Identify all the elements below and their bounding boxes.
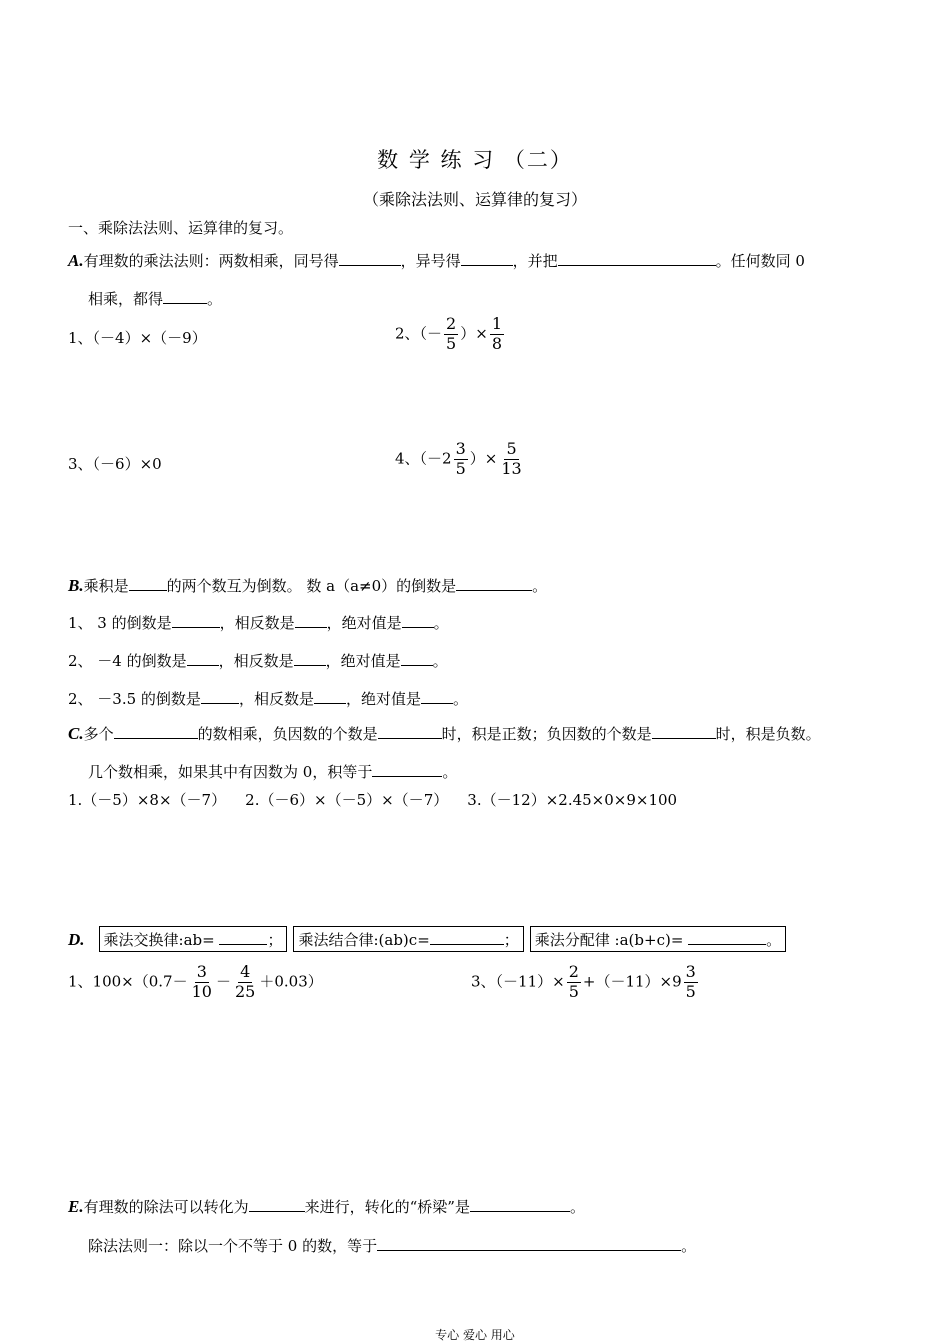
problem-a3: 3、（－6）×0 (68, 455, 162, 473)
d1-pre: 1、100×（0.7－ (68, 972, 188, 991)
blank[interactable] (314, 689, 346, 704)
page-footer: 专心 爱心 用心 (435, 1328, 515, 1342)
e-text3: 。 (569, 1198, 585, 1216)
numerator: 4 (240, 962, 251, 981)
b3-absolute: ，绝对值是 (345, 690, 421, 708)
blank[interactable] (187, 651, 219, 666)
blank[interactable] (688, 930, 766, 945)
blank[interactable] (172, 613, 220, 628)
box3-text: 乘法分配律 :a(b+c)= (534, 931, 689, 949)
e-text1: 有理数的除法可以转化为 (83, 1198, 249, 1216)
section-c-letter: C. (68, 724, 84, 743)
blank[interactable] (219, 930, 267, 945)
section-c-line2 (88, 762, 457, 780)
b3-pre: 2、 －3.5 的倒数是 (68, 690, 201, 708)
part1-heading: 一、乘除法法则、运算律的复习。 (68, 219, 294, 237)
blank[interactable] (401, 651, 433, 666)
section-e-line1 (68, 1197, 585, 1215)
numerator: 2 (568, 962, 579, 981)
a-text6: 。 (207, 290, 223, 308)
denominator: 25 (234, 981, 256, 1001)
c-text4: 时，积是负数。 (715, 725, 821, 743)
question-b2 (68, 651, 448, 669)
blank[interactable] (201, 689, 239, 704)
blank[interactable] (114, 724, 198, 739)
b-text3: 。 (532, 577, 548, 595)
a4-pre: 4、（－2 (395, 449, 452, 468)
box1-text: 乘法交换律:ab= (103, 931, 220, 949)
blank[interactable] (372, 762, 442, 777)
numerator: 1 (491, 314, 502, 333)
section-d-dot: . (80, 930, 85, 949)
fraction (684, 964, 698, 1001)
a2-mid: ）× (460, 324, 488, 343)
c-text2: 的数相乘，负因数的个数是 (197, 725, 378, 743)
denominator: 5 (446, 333, 457, 353)
blank[interactable] (378, 724, 442, 739)
blank[interactable] (421, 689, 453, 704)
box2-end: ； (503, 931, 519, 949)
denominator: 10 (191, 981, 212, 1001)
fraction (190, 964, 214, 1001)
box3-end: 。 (766, 931, 782, 949)
blank[interactable] (470, 1197, 570, 1212)
blank[interactable] (430, 930, 504, 945)
b2-pre: 2、 －4 的倒数是 (68, 652, 187, 670)
a-text1: 有理数的乘法法则：两数相乘，同号得 (83, 252, 339, 270)
numerator: 2 (446, 314, 457, 333)
blank[interactable] (456, 576, 532, 591)
section-a-line1 (68, 251, 805, 269)
section-e-line2 (88, 1236, 696, 1254)
section-d-line (68, 926, 792, 952)
a-text3: ，并把 (512, 252, 558, 270)
numerator: 3 (685, 962, 696, 981)
fraction (444, 316, 458, 353)
a2-pre: 2、（－ (395, 324, 443, 343)
a-text4: 。任何数同 0 (715, 252, 805, 270)
b1-opposite: ，相反数是 (219, 614, 295, 632)
section-d-letter: D (68, 930, 81, 949)
b-text2: 的两个数互为倒数。 数 a（a≠0）的倒数是 (166, 577, 457, 595)
section-c-problems: 1.（－5）×8×（－7） 2.（－6）×（－5）×（－7） 3.（－12）×2.45×0×9×100 (68, 791, 678, 809)
denominator: 5 (568, 981, 579, 1001)
blank[interactable] (461, 251, 513, 266)
c-text6: 。 (442, 763, 458, 781)
page-subtitle: （乘除法法则、运算律的复习） (362, 190, 587, 209)
denominator: 5 (455, 458, 466, 478)
section-e-letter: E. (68, 1197, 84, 1216)
c-text3: 时，积是正数；负因数的个数是 (441, 725, 652, 743)
c-text5: 几个数相乘，如果其中有因数为 0，积等于 (88, 763, 373, 781)
problem-a1: 1、（－4）×（－9） (68, 329, 207, 347)
e-rule1-end: 。 (681, 1237, 697, 1255)
b3-end: 。 (452, 690, 468, 708)
b1-pre: 1、 3 的倒数是 (68, 614, 172, 632)
fraction (454, 441, 468, 478)
distributive-law-box (530, 926, 786, 952)
denominator: 13 (501, 458, 522, 478)
b2-opposite: ，相反数是 (218, 652, 294, 670)
question-b1 (68, 613, 449, 631)
denominator: 8 (491, 333, 502, 353)
numerator: 5 (506, 439, 517, 458)
a-text2: ，异号得 (400, 252, 461, 270)
box2-text: 乘法结合律:(ab)c= (298, 931, 430, 949)
denominator: 5 (685, 981, 696, 1001)
d1-end: ＋0.03） (259, 972, 323, 991)
a-text5: 相乘，都得 (88, 290, 164, 308)
section-b-line1 (68, 576, 547, 594)
c-text1: 多个 (83, 725, 114, 743)
blank[interactable] (558, 251, 716, 266)
section-a-letter: A. (68, 251, 84, 270)
a4-mid: ）× (469, 449, 498, 468)
problem-d1 (68, 964, 323, 1001)
fraction (490, 316, 504, 353)
box1-end: ； (267, 931, 283, 949)
d3-pre: 3、（－11）× (471, 972, 565, 991)
d3-mid: +（－11）×9 (582, 972, 682, 991)
commutative-law-box (99, 926, 288, 952)
blank[interactable] (295, 613, 327, 628)
associative-law-box (293, 926, 523, 952)
problem-a2 (395, 316, 506, 353)
section-b-letter: B. (68, 576, 84, 595)
e-text2: 来进行，转化的“桥梁”是 (304, 1198, 470, 1216)
fraction (499, 441, 523, 478)
problem-a4 (395, 441, 526, 478)
section-a-line2 (88, 289, 222, 307)
problem-d3 (471, 964, 700, 1001)
fraction (567, 964, 581, 1001)
page-title: 数 学 练 习 （二） (377, 148, 573, 172)
b2-end: 。 (432, 652, 448, 670)
numerator: 3 (196, 962, 207, 981)
blank[interactable] (129, 576, 167, 591)
fraction (233, 964, 257, 1001)
question-b3 (68, 689, 468, 707)
d1-mid: － (215, 972, 231, 991)
b1-absolute: ，绝对值是 (326, 614, 402, 632)
b-text1: 乘积是 (83, 577, 129, 595)
blank[interactable] (163, 289, 207, 304)
blank[interactable] (402, 613, 434, 628)
b2-absolute: ，绝对值是 (325, 652, 401, 670)
blank[interactable] (339, 251, 401, 266)
blank[interactable] (377, 1236, 681, 1251)
e-rule1: 除法法则一：除以一个不等于 0 的数，等于 (88, 1237, 378, 1255)
numerator: 3 (455, 439, 466, 458)
b3-opposite: ，相反数是 (238, 690, 314, 708)
blank[interactable] (249, 1197, 305, 1212)
b1-end: 。 (433, 614, 449, 632)
blank[interactable] (294, 651, 326, 666)
blank[interactable] (652, 724, 716, 739)
section-c-line1 (68, 724, 821, 742)
